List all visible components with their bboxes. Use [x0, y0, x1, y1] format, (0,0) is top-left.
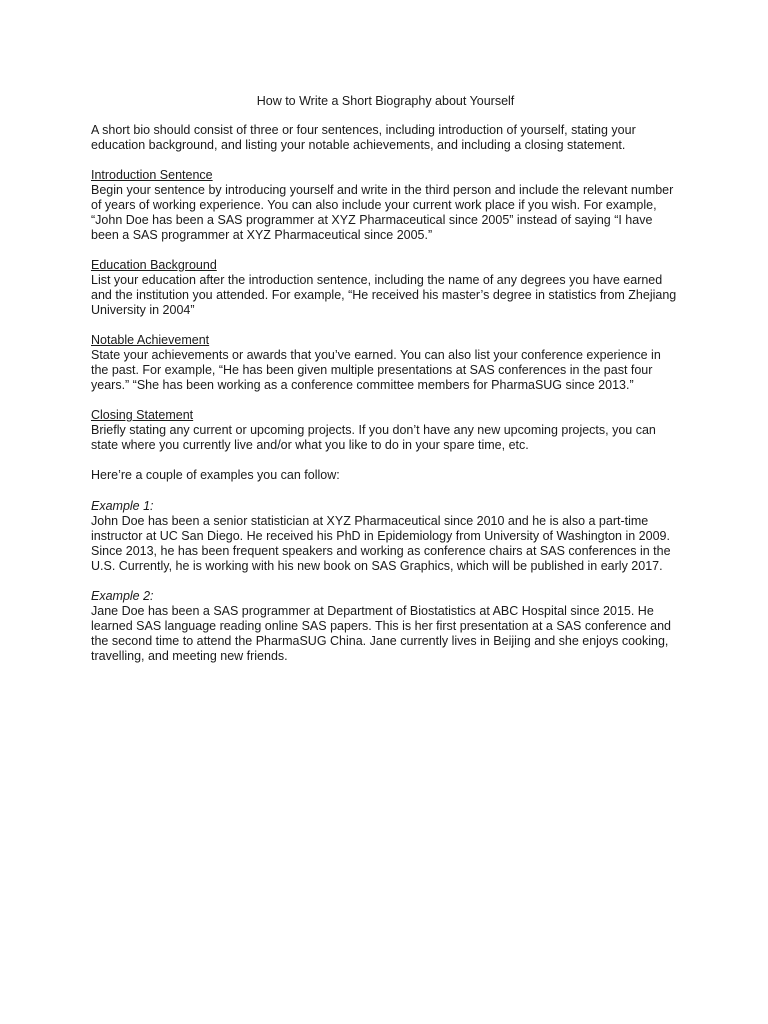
example-1	[91, 499, 680, 574]
section-body: List your education after the introduction sentence, including the name of any degrees you have earned and the institution you attended. For example, “He received his master’s degree in statistics from Zhejiang University in 2004”	[91, 273, 677, 317]
section-body: State your achievements or awards that you’ve earned. You can also list your conference experience in the past. For example, “He has been given multiple presentations at SAS conferences in the past four years.” “She has been working as a conference committee members for PharmaSUG since 2013.”	[91, 348, 661, 392]
section-body: Begin your sentence by introducing yourself and write in the third person and include the relevant number of years of working experience. You can also include your current work place if you wish. For example, “John Doe has been a SAS programmer at XYZ Pharmaceutical since 2005” instead of saying “I have been a SAS programmer at XYZ Pharmaceutical since 2005.”	[91, 183, 674, 242]
section-education-background	[91, 258, 680, 318]
example-2	[91, 589, 680, 664]
intro-paragraph: A short bio should consist of three or four sentences, including introduction of yourself, stating your education background, and listing your notable achievements, and including a closing statement.	[91, 123, 636, 152]
section-closing-statement	[91, 408, 680, 453]
section-body: Briefly stating any current or upcoming projects. If you don’t have any new upcoming projects, you can state where you currently live and/or what you like to do in your spare time, etc.	[91, 423, 656, 452]
example-body: Jane Doe has been a SAS programmer at Department of Biostatistics at ABC Hospital since 2015. He learned SAS language reading online SAS papers. This is her first presentation at a SAS conference and the second time to attend the PharmaSUG China. Jane currently lives in Beijing and she enjoys cooking, travelling, and meeting new friends.	[91, 604, 671, 663]
section-introduction-sentence	[91, 168, 680, 243]
section-heading: Notable Achievement	[91, 333, 210, 347]
section-heading: Education Background	[91, 258, 217, 272]
examples-lead: Here’re a couple of examples you can follow:	[91, 468, 340, 482]
section-heading: Closing Statement	[91, 408, 194, 422]
section-notable-achievement	[91, 333, 680, 393]
document-title: How to Write a Short Biography about Yourself	[256, 94, 515, 108]
example-label: Example 1:	[91, 499, 154, 513]
example-label: Example 2:	[91, 589, 154, 603]
section-heading: Introduction Sentence	[91, 168, 213, 182]
example-body: John Doe has been a senior statistician at XYZ Pharmaceutical since 2010 and he is also a part-time instructor at UC San Diego. He received his PhD in Epidemiology from University of Washington in 2009. Since 2013, he has been frequent speakers and working as conference chairs at SAS conferences in the U.S. Currently, he is working with his new book on SAS Graphics, which will be published in early 2017.	[91, 514, 671, 573]
